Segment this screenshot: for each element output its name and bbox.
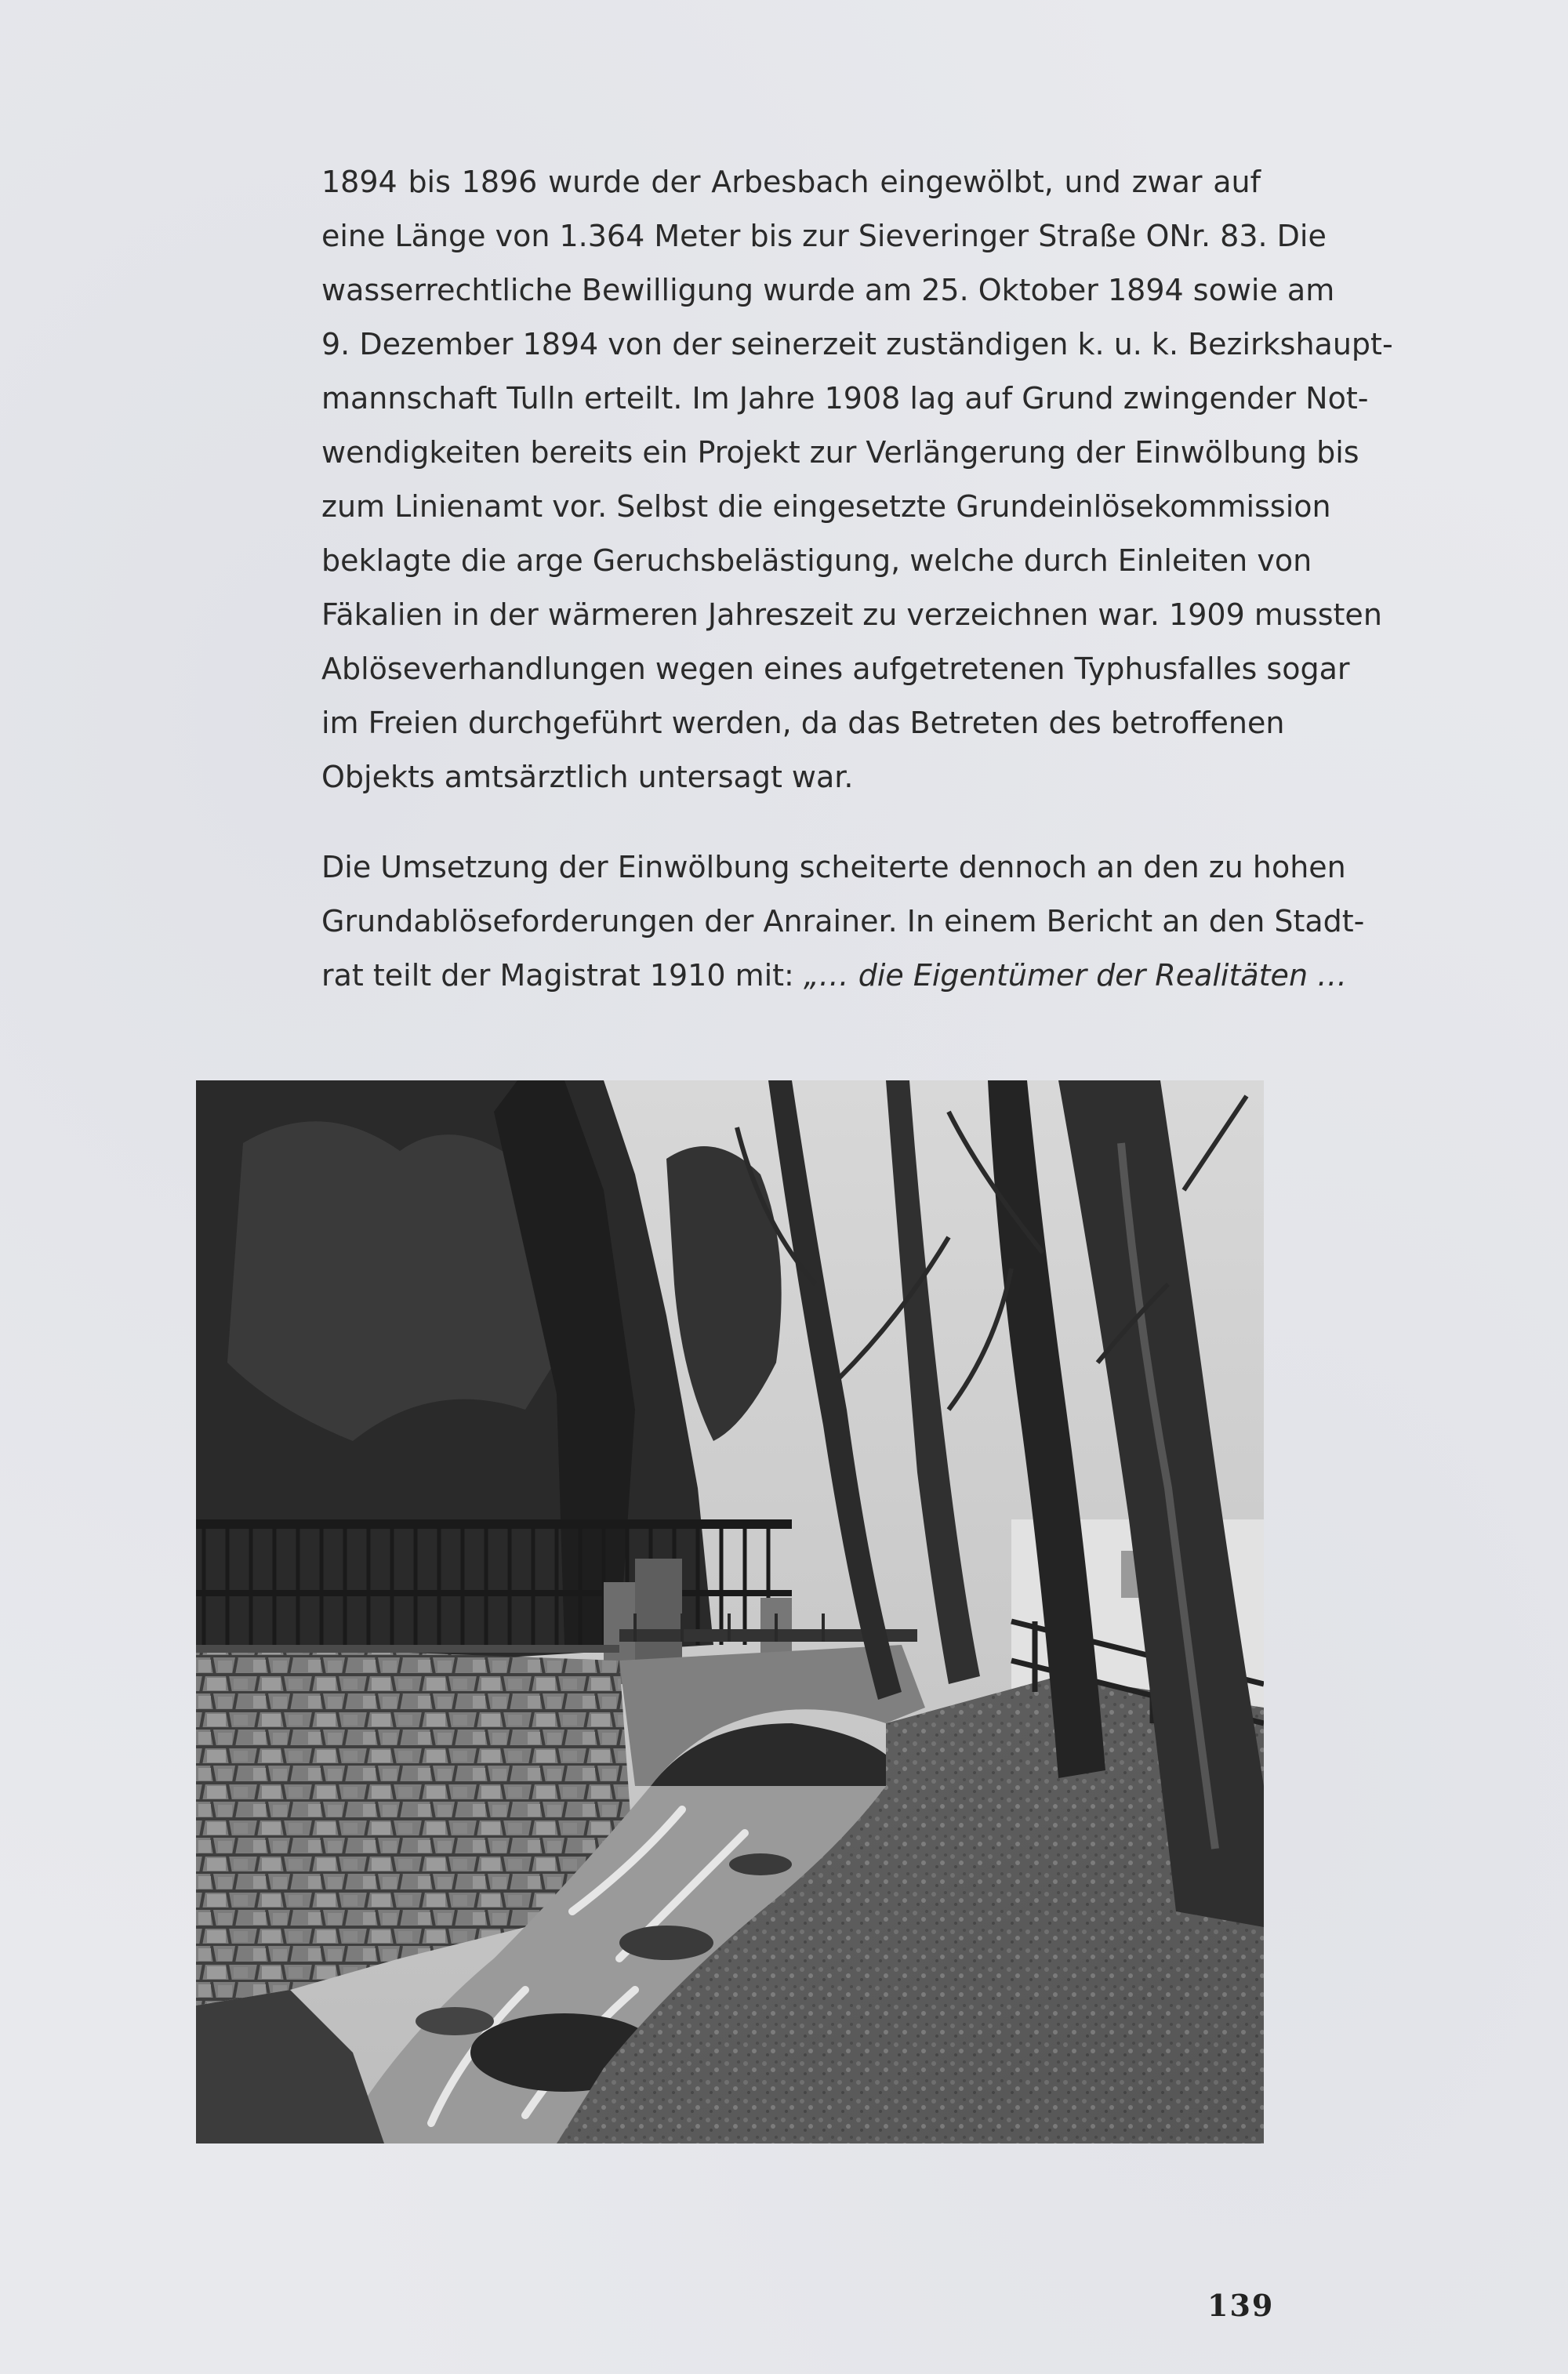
text-line-with-quote bbox=[321, 949, 1348, 1003]
text-line: Grundablöseforderungen der Anrainer. In einem Bericht an den Stadt- bbox=[321, 904, 1365, 938]
text-line: Objekts amtsärztlich untersagt war. bbox=[321, 760, 854, 794]
text-line: zum Linienamt vor. Selbst die eingesetzte Grundeinlösekommission bbox=[321, 489, 1331, 524]
quote-text: „… die Eigentümer der Realitäten … bbox=[803, 958, 1348, 993]
text-line: 1894 bis 1896 wurde der Arbesbach eingewölbt, und zwar auf bbox=[321, 165, 1261, 199]
text-line: wendigkeiten bereits ein Projekt zur Verlängerung der Einwölbung bis bbox=[321, 435, 1359, 470]
quote-intro: rat teilt der Magistrat 1910 mit: bbox=[321, 958, 804, 993]
photo-icon bbox=[196, 1080, 1264, 2143]
text-line: 9. Dezember 1894 von der seinerzeit zuständigen k. u. k. Bezirkshaupt- bbox=[321, 327, 1393, 361]
text-line: Die Umsetzung der Einwölbung scheiterte dennoch an den zu hohen bbox=[321, 850, 1346, 884]
text-line: im Freien durchgeführt werden, da das Betreten des betroffenen bbox=[321, 706, 1285, 740]
text-line: Ablöseverhandlungen wegen eines aufgetretenen Typhusfalles sogar bbox=[321, 652, 1350, 686]
page-number: 139 bbox=[1207, 2288, 1275, 2323]
text-line: beklagte die arge Geruchsbelästigung, welche durch Einleiten von bbox=[321, 543, 1312, 578]
body-paragraph-1 bbox=[321, 155, 1393, 804]
text-line: Fäkalien in der wärmeren Jahreszeit zu verzeichnen war. 1909 mussten bbox=[321, 597, 1382, 632]
text-line: mannschaft Tulln erteilt. Im Jahre 1908 lag auf Grund zwingender Not- bbox=[321, 381, 1369, 416]
text-line: eine Länge von 1.364 Meter bis zur Sieveringer Straße ONr. 83. Die bbox=[321, 219, 1327, 253]
body-paragraph-2 bbox=[321, 840, 1365, 1003]
text-line: wasserrechtliche Bewilligung wurde am 25. Oktober 1894 sowie am bbox=[321, 273, 1335, 307]
stream-photo bbox=[196, 1080, 1264, 2143]
